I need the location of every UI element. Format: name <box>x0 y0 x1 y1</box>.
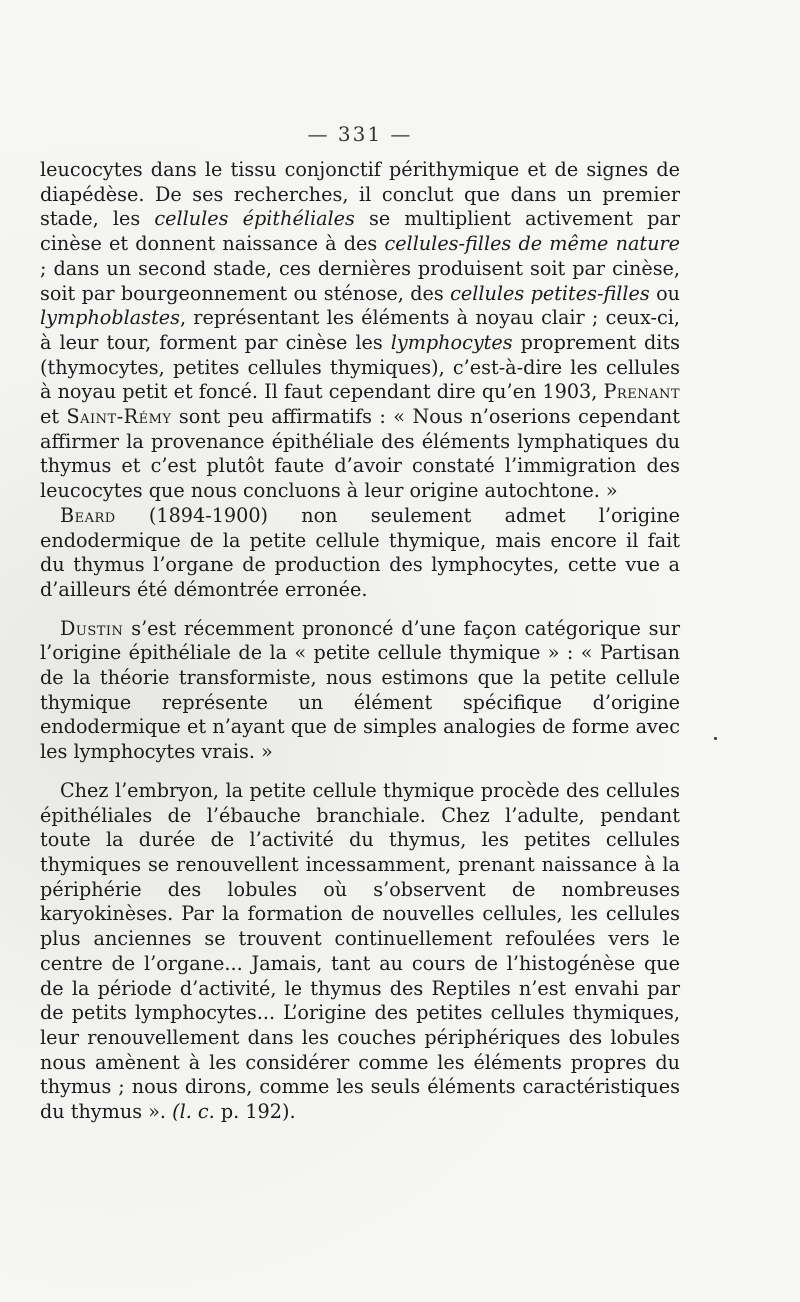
italic-term: cellules petites-filles <box>450 281 650 305</box>
body-text <box>40 158 680 1125</box>
page-number: — 331 — <box>307 122 413 146</box>
text-run: ; dans un second stade, ces dernières produisent soit par cinèse, soit par bourgeonnement ou sténose, des <box>40 256 680 305</box>
paragraph-2 <box>40 504 680 603</box>
text-run: Chez l’embryon, la petite cellule thymique procède des cellules épithéliales de l’ébauche branchiale. Chez l’adulte, pendant toute la durée de l’activité du thymus, les petites cellules thymiques se renouvellent incessamment, prenant naissance à la périphérie des lobules où s’observent de nombreuses karyokinèses. Par la formation de nouvelles cellules, les cellules plus anciennes se trouvent continuellement refoulées vers le centre de l’organe... Jamais, tant au cours de l’histogénèse que de la période d’activité, le thymus des Reptiles n’est envahi par de petits lymphocytes... L’origine des petites cellules thymiques, leur renouvellement dans les couches périphériques des lobules nous amènent à les considérer comme les éléments propres du thymus ; nous dirons, comme les seuls éléments caractéristiques du thymus ». <box>40 778 680 1124</box>
citation: (l. c. <box>172 1100 215 1124</box>
paragraph-4 <box>40 779 680 1125</box>
ink-speck <box>714 737 717 740</box>
italic-term: cellules épithéliales <box>154 207 355 231</box>
text-run: s’est récemment prononcé d’une façon catégorique sur l’origine épithéliale de la « petite cellule thymique » : « Partisan de la théorie transformiste, nous estimons que la petite cellule thymique représente un élément spécifique d’origine endodermique et n’ayant que de simples analogies de forme avec les lymphocytes vrais. » <box>40 616 680 764</box>
paragraph-3 <box>40 617 680 765</box>
text-run: et <box>40 405 67 429</box>
author-name: Saint-Rémy <box>66 405 172 429</box>
author-name: Prenant <box>603 380 680 404</box>
author-name: Dustin <box>60 616 124 640</box>
text-run: , représentant les éléments à noyau clair ; ceux-ci, à leur tour, forment par cinèse les <box>40 306 680 354</box>
author-name: Beard <box>60 503 116 527</box>
italic-term: lymphocytes <box>390 330 513 354</box>
text-run: sont peu affirmatifs : « Nous n’oserions cependant affirmer la provenance épithéliale des éléments lymphatiques du thymus et c’est plutôt faute d’avoir constaté l’immigration des leucocytes que nous concluons à leur origine autochtone. » <box>40 405 680 503</box>
text-run: p. 192). <box>214 1100 296 1124</box>
paragraph-1 <box>40 158 680 504</box>
text-run: leucocytes dans le tissu conjonctif périthymique et de signes de diapédèse. De ses recherches, il conclut que dans un premier stade, les <box>40 158 680 231</box>
italic-term: cellules-filles de même nature <box>384 232 680 256</box>
text-run: se multiplient activement par cinèse et donnent naissance à des <box>40 207 680 256</box>
text-run: (1894-1900) non seulement admet l’origine endodermique de la petite cellule thymique, mais encore il fait du thymus l’organe de production des lymphocytes, cette vue a d’ailleurs été démontrée erronée. <box>40 503 680 601</box>
italic-term: lymphoblastes <box>40 306 180 330</box>
text-run: proprement dits (thymocytes, petites cellules thymiques), c’est-à-dire les cellules à noyau petit et foncé. Il faut cependant dire qu’en 1903, <box>40 330 681 404</box>
text-run: ou <box>649 281 680 305</box>
